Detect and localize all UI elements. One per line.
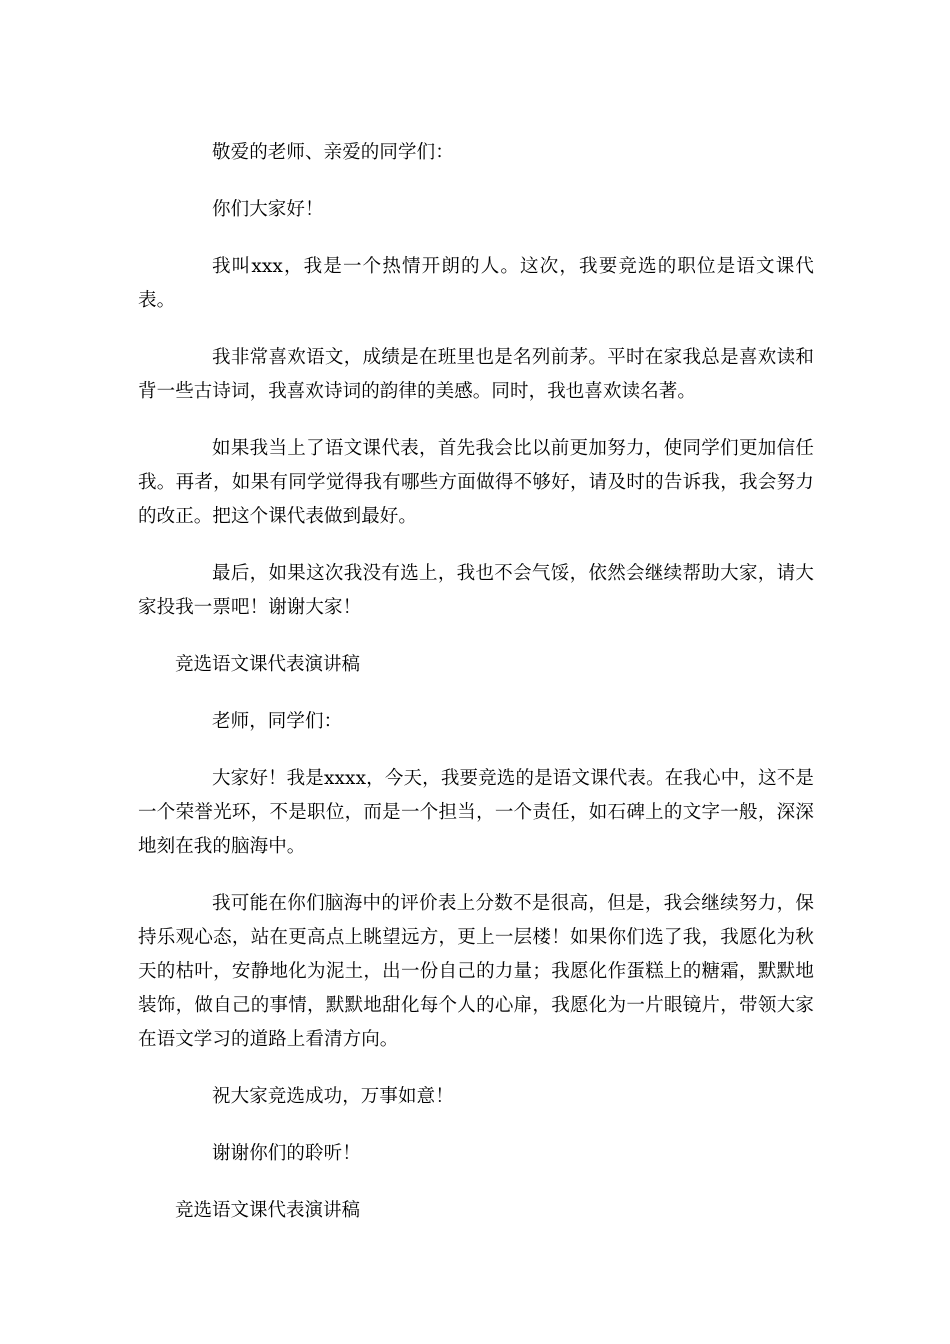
salutation-1: 敬爱的老师、亲爱的同学们：: [212, 142, 454, 163]
paragraph-intro-2: 大家好！我是xxxx，今天，我要竞选的是语文课代表。在我心中，这不是一个荣誉光环，不是职位，而是一个担当，一个责任，如石碑上的文字一般，深深地刻在我的脑海中。: [138, 768, 814, 857]
greeting-1: 你们大家好！: [212, 199, 324, 220]
paragraph-intro: 我叫xxx，我是一个热情开朗的人。这次，我要竞选的职位是语文课代表。: [138, 256, 814, 311]
paragraph-wishes: 祝大家竞选成功，万事如意！: [212, 1086, 454, 1107]
section-heading-2: 竞选语文课代表演讲稿: [175, 1200, 361, 1221]
paragraph-thanks: 谢谢你们的聆听！: [212, 1143, 361, 1164]
salutation-2: 老师，同学们：: [212, 711, 343, 732]
paragraph-closing-1: 最后，如果这次我没有选上，我也不会气馁，依然会继续帮助大家，请大家投我一票吧！谢谢大家！: [138, 563, 814, 618]
paragraph-interest: 我非常喜欢语文，成绩是在班里也是名列前茅。平时在家我总是喜欢读和背一些古诗词，我喜欢诗词的韵律的美感。同时，我也喜欢读名著。: [138, 347, 814, 402]
paragraph-promise: 如果我当上了语文课代表，首先我会比以前更加努力，使同学们更加信任我。再者，如果有同学觉得我有哪些方面做得不够好，请及时的告诉我，我会努力的改正。把这个课代表做到最好。: [138, 438, 814, 527]
document-body: [138, 136, 814, 1251]
paragraph-pledge: 我可能在你们脑海中的评价表上分数不是很高，但是，我会继续努力，保持乐观心态，站在更高点上眺望远方，更上一层楼！如果你们选了我，我愿化为秋天的枯叶，安静地化为泥土，出一份自己的力量；我愿化作蛋糕上的糖霜，默默地装饰，做自己的事情，默默地甜化每个人的心扉，我愿化为一片眼镜片，带领大家在语文学习的道路上看清方向。: [138, 893, 814, 1050]
section-heading-1: 竞选语文课代表演讲稿: [175, 654, 361, 675]
